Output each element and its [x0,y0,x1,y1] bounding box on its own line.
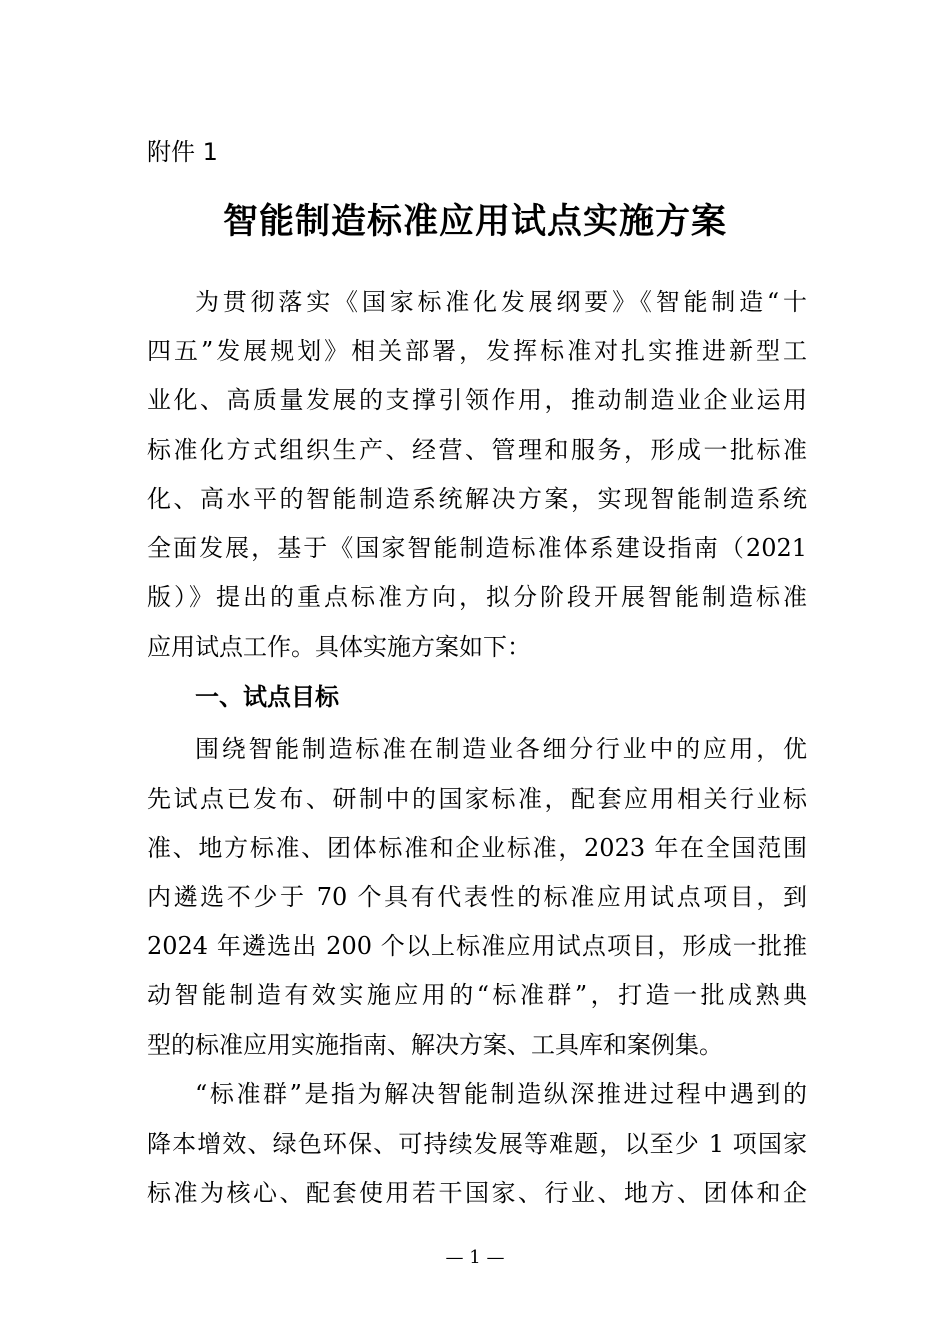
paragraph-line: 化、高水平的智能制造系统解决方案，实现智能制造系统 [147,485,807,513]
paragraph-line: 为贯彻落实《国家标准化发展纲要》《智能制造“十 [195,288,807,316]
paragraph-line: 全面发展，基于《国家智能制造标准体系建设指南（2021 [147,534,807,562]
section-heading: 一、试点目标 [195,683,339,711]
paragraph-line: 准、地方标准、团体标准和企业标准，2023 年在全国范围 [147,834,807,862]
paragraph-line: 降本增效、绿色环保、可持续发展等难题，以至少 1 项国家 [147,1130,807,1158]
paragraph-line: “标准群”是指为解决智能制造纵深推进过程中遇到的 [195,1080,807,1108]
paragraph-line: 标准为核心、配套使用若干国家、行业、地方、团体和企 [147,1179,807,1207]
paragraph-line: 动智能制造有效实施应用的“标准群”，打造一批成熟典 [147,981,807,1009]
paragraph-line: 应用试点工作。具体实施方案如下： [147,633,531,661]
paragraph-line: 先试点已发布、研制中的国家标准，配套应用相关行业标 [147,785,807,813]
paragraph-line: 版）》提出的重点标准方向，拟分阶段开展智能制造标准 [147,583,807,611]
paragraph-line: 标准化方式组织生产、经营、管理和服务，形成一批标准 [147,436,807,464]
document-title: 智能制造标准应用试点实施方案 [222,201,727,242]
paragraph-line: 型的标准应用实施指南、解决方案、工具库和案例集。 [147,1031,723,1059]
paragraph-line: 2024 年遴选出 200 个以上标准应用试点项目，形成一批推 [147,932,807,960]
paragraph-line: 四五”发展规划》相关部署，发挥标准对扎实推进新型工 [147,337,807,365]
paragraph-line: 内遴选不少于 70 个具有代表性的标准应用试点项目，到 [147,883,807,911]
attachment-label: 附件 1 [147,138,218,166]
paragraph-line: 围绕智能制造标准在制造业各细分行业中的应用，优 [195,735,807,763]
paragraph-line: 业化、高质量发展的支撑引领作用，推动制造业企业运用 [147,386,807,414]
page-number: — 1 — [445,1247,505,1268]
